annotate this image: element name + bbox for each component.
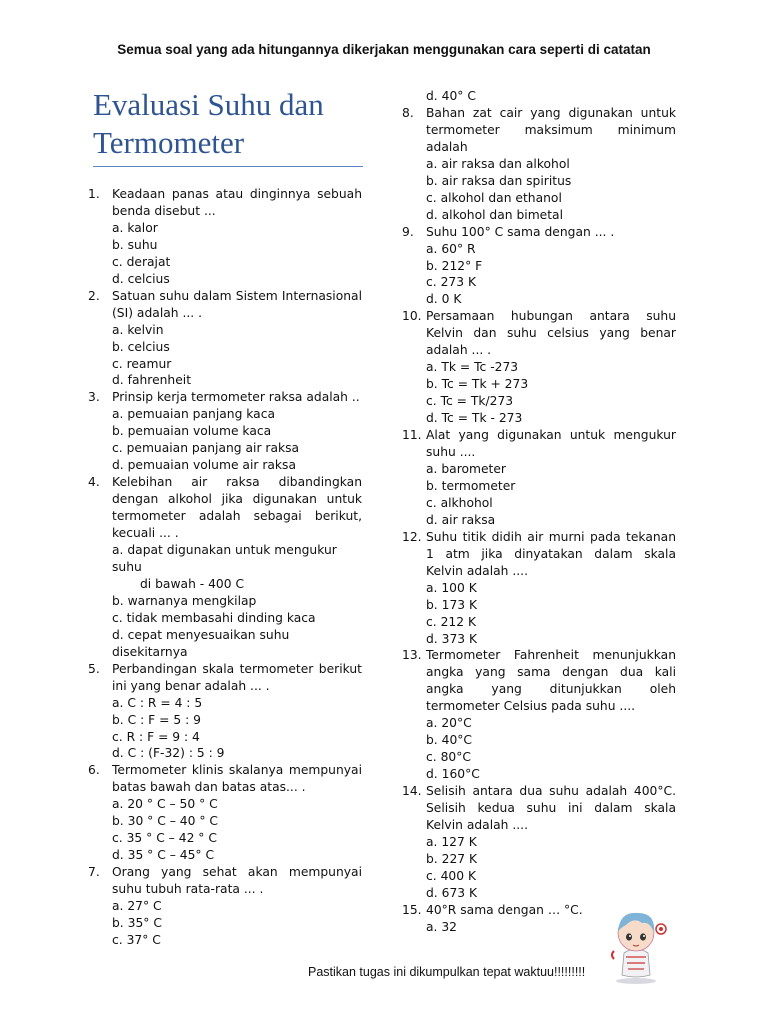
answer-option: d. alkohol dan bimetal	[426, 207, 564, 222]
question-number: 6.	[88, 763, 100, 778]
question-text: Suhu 100° C sama dengan ... .	[426, 224, 615, 239]
answer-option: d. fahrenheit	[112, 373, 192, 388]
answer-option: c. 80°C	[426, 750, 471, 765]
questions-column-left	[88, 186, 362, 949]
footer-note: Pastikan tugas ini dikumpulkan tepat waktuu!!!!!!!!!	[308, 965, 586, 979]
answer-option: a. barometer	[426, 461, 506, 476]
answer-option: a. kelvin	[112, 322, 164, 337]
question-item	[88, 864, 362, 949]
answer-option: a. air raksa dan alkohol	[426, 156, 570, 171]
question-number: 11.	[402, 428, 422, 443]
question-item	[402, 647, 676, 783]
answer-option: b. 212° F	[426, 258, 483, 273]
answer-option: c. 400 K	[426, 868, 477, 883]
answer-option: b. 30 ° C – 40 ° C	[112, 814, 218, 829]
question-number: 4.	[88, 475, 100, 490]
question-item	[402, 427, 676, 529]
answer-option: a. dapat digunakan untuk mengukur suhu	[112, 543, 337, 574]
question-item	[88, 661, 362, 763]
answer-option: b. pemuaian volume kaca	[112, 424, 272, 439]
question-item	[402, 105, 676, 224]
answer-option: a. kalor	[112, 220, 158, 235]
question-text: Alat yang digunakan untuk mengukur suhu ....	[426, 428, 676, 460]
answer-option: a. 100 K	[426, 580, 477, 595]
question-item	[88, 762, 362, 864]
answer-option-continuation: di bawah - 400 C	[140, 576, 245, 591]
question-item	[402, 224, 676, 309]
question-number: 14.	[402, 784, 422, 799]
answer-option: d. 673 K	[426, 885, 478, 900]
answer-option: c. 35 ° C – 42 ° C	[112, 831, 217, 846]
question-item	[88, 288, 362, 390]
answer-option: c. pemuaian panjang air raksa	[112, 441, 300, 456]
question-text: Satuan suhu dalam Sistem Internasional (SI) adalah ... .	[112, 288, 362, 320]
answer-option: c. 37° C	[112, 932, 161, 947]
answer-option: c. alkhohol	[426, 495, 493, 510]
answer-option: d. 0 K	[426, 292, 462, 307]
question-text: Orang yang sehat akan mempunyai suhu tubuh rata-rata ... .	[112, 865, 362, 897]
answer-option: b. 40°C	[426, 733, 473, 748]
question-number: 9.	[402, 224, 414, 239]
answer-option: c. derajat	[112, 254, 171, 269]
answer-option: d. Tc = Tk - 273	[426, 411, 523, 426]
answer-option: b. 35° C	[112, 915, 162, 930]
question-item	[88, 186, 362, 288]
answer-option: b. 173 K	[426, 597, 478, 612]
page-title: Evaluasi Suhu dan Termometer	[93, 87, 324, 160]
answer-option: c. reamur	[112, 356, 172, 371]
answer-option: d. celcius	[112, 271, 170, 286]
answer-option: b. termometer	[426, 478, 516, 493]
question-text: Suhu titik didih air murni pada tekanan 1 atm jika dinyatakan dalam skala Kelvin adalah ....	[426, 529, 676, 578]
question-text: Termometer klinis skalanya mempunyai batas bawah dan batas atas... .	[112, 763, 362, 795]
header-note: Semua soal yang ada hitungannya dikerjakan menggunakan cara seperti di catatan	[117, 42, 651, 57]
question-number: 7.	[88, 865, 100, 880]
answer-option: b. air raksa dan spiritus	[426, 173, 572, 188]
question-item	[402, 308, 676, 427]
answer-option: a. pemuaian panjang kaca	[112, 407, 276, 422]
question-text: Perbandingan skala termometer berikut ini yang benar adalah ... .	[112, 661, 362, 693]
question-text: Persamaan hubungan antara suhu Kelvin dan suhu celsius yang benar adalah ... .	[426, 309, 676, 358]
question-item	[88, 389, 362, 474]
question-number: 2.	[88, 288, 100, 303]
question-number: 3.	[88, 390, 100, 405]
answer-option: d. 40° C	[426, 89, 476, 103]
answer-option: a. 127 K	[426, 834, 477, 849]
question-number: 8.	[402, 105, 414, 120]
question-text: Selisih antara dua suhu adalah 400°C. Selisih kedua suhu ini dalam skala Kelvin adalah ....	[426, 784, 676, 832]
question-text: Keadaan panas atau dinginnya sebuah benda disebut ...	[112, 187, 362, 218]
question-text: 40°R sama dengan … °C.	[426, 902, 583, 917]
question-item	[402, 783, 676, 902]
answer-option: c. R : F = 9 : 4	[112, 729, 200, 744]
answer-option: c. Tc = Tk/273	[426, 394, 514, 409]
answer-option: a. Tk = Tc -273	[426, 360, 519, 375]
answer-option: d. cepat menyesuaikan suhu disekitarnya	[112, 627, 290, 659]
question-item	[88, 474, 362, 660]
answer-option: c. tidak membasahi dinding kaca	[112, 610, 316, 625]
question-number: 12.	[402, 529, 422, 544]
answer-option: b. C : F = 5 : 9	[112, 712, 201, 727]
answer-option: d. air raksa	[426, 512, 496, 527]
answer-option: b. celcius	[112, 339, 170, 354]
answer-option: d. pemuaian volume air raksa	[112, 458, 296, 473]
answer-option: b. warnanya mengkilap	[112, 593, 257, 608]
question-item	[402, 529, 676, 648]
answer-option: d. 160°C	[426, 767, 480, 782]
question-number: 1.	[88, 187, 100, 201]
answer-option: d. 35 ° C – 45° C	[112, 848, 215, 863]
question-number: 13.	[402, 648, 422, 663]
answer-option: d. 373 K	[426, 631, 478, 646]
question-text: Kelebihan air raksa dibandingkan dengan alkohol jika digunakan untuk termometer adalah sebagai berikut, kecuali ... .	[112, 475, 362, 541]
answer-option: b. suhu	[112, 237, 158, 252]
question-text: Bahan zat cair yang digunakan untuk termometer maksimum minimum adalah	[426, 105, 676, 154]
answer-option: b. Tc = Tk + 273	[426, 377, 529, 392]
answer-option: d. C : (F-32) : 5 : 9	[112, 746, 225, 761]
answer-option: a. 32	[426, 919, 458, 934]
answer-option: a. 20°C	[426, 716, 472, 731]
mascot-icon	[606, 905, 670, 985]
question-number: 10.	[402, 309, 422, 324]
answer-option: c. 212 K	[426, 614, 477, 629]
answer-option: a. C : R = 4 : 5	[112, 695, 203, 710]
answer-option: a. 60° R	[426, 241, 476, 256]
answer-option: a. 20 ° C – 50 ° C	[112, 797, 218, 812]
answer-option: c. alkohol dan ethanol	[426, 190, 562, 205]
questions-column-right	[402, 88, 676, 936]
question-text: Prinsip kerja termometer raksa adalah ..	[112, 390, 360, 405]
answer-option: c. 273 K	[426, 275, 477, 290]
question-text: Termometer Fahrenheit menunjukkan angka yang sama dengan dua kali angka yang ditunjukkan oleh termometer Celsius pada suhu ....	[426, 648, 676, 714]
question-item	[402, 88, 676, 105]
question-number: 15.	[402, 902, 422, 917]
title-divider	[93, 166, 363, 167]
answer-option: b. 227 K	[426, 851, 478, 866]
answer-option: a. 27° C	[112, 899, 162, 914]
question-number: 5.	[88, 661, 100, 676]
